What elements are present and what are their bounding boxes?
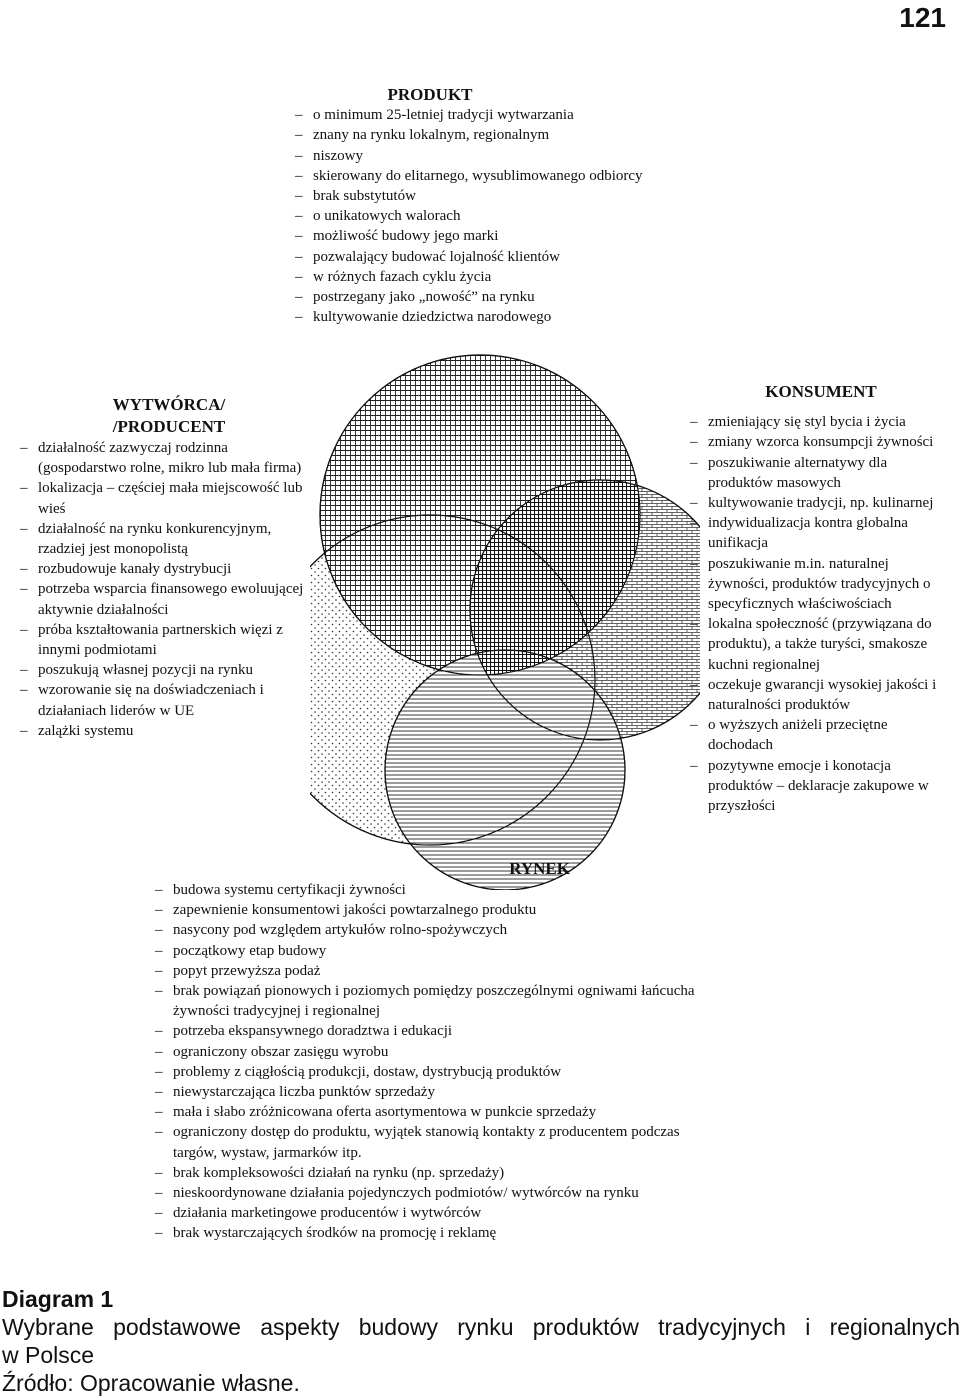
list-item: – poszukiwanie m.in. naturalnej żywności, produktów tradycyjnych o specyficznych właściwościach bbox=[690, 554, 952, 615]
list-item: – działalność na rynku konkurencyjnym, rzadziej jest monopolistą bbox=[20, 519, 318, 559]
list-item: – niszowy bbox=[295, 146, 755, 166]
producer-heading-line1: WYTWÓRCA/ bbox=[112, 395, 226, 414]
consumer-block bbox=[690, 382, 952, 816]
list-item: – zalążki systemu bbox=[20, 721, 318, 741]
list-item: – znany na rynku lokalnym, regionalnym bbox=[295, 125, 755, 145]
list-item: – ograniczony obszar zasięgu wyrobu bbox=[155, 1042, 695, 1062]
list-item: – budowa systemu certyfikacji żywności bbox=[155, 880, 695, 900]
producer-heading-line2: /PRODUCENT bbox=[112, 417, 226, 436]
list-item: – niewystarczająca liczba punktów sprzedaży bbox=[155, 1082, 695, 1102]
venn-diagram bbox=[310, 350, 700, 890]
page-number: 121 bbox=[899, 2, 946, 33]
product-block bbox=[295, 85, 755, 327]
caption-number: Diagram 1 bbox=[2, 1286, 114, 1312]
list-item: – problemy z ciągłością produkcji, dostaw, dystrybucją produktów bbox=[155, 1062, 695, 1082]
list-item: – nieskoordynowane działania pojedynczych podmiotów/ wytwórców na rynku bbox=[155, 1183, 695, 1203]
list-item: – próba kształtowania partnerskich więzi z innymi podmiotami bbox=[20, 620, 318, 660]
list-item: – brak substytutów bbox=[295, 186, 755, 206]
figure-caption bbox=[2, 1285, 960, 1397]
market-list bbox=[155, 880, 695, 1244]
list-item: – o minimum 25-letniej tradycji wytwarzania bbox=[295, 105, 755, 125]
consumer-list bbox=[690, 412, 952, 816]
list-item: – poszukują własnej pozycji na rynku bbox=[20, 660, 318, 680]
list-item: – lokalna społeczność (przywiązana do produktu), a także turyści, smakosze kuchni regionalnej bbox=[690, 614, 952, 675]
list-item: – początkowy etap budowy bbox=[155, 941, 695, 961]
list-item: – brak kompleksowości działań na rynku (np. sprzedaży) bbox=[155, 1163, 695, 1183]
consumer-heading: KONSUMENT bbox=[765, 382, 877, 401]
list-item: – możliwość budowy jego marki bbox=[295, 226, 755, 246]
list-item: – o wyższych aniżeli przeciętne dochodach bbox=[690, 715, 952, 755]
list-item: – potrzeba wsparcia finansowego ewoluującej aktywnie działalności bbox=[20, 579, 318, 619]
list-item: – brak wystarczających środków na promocję i reklamę bbox=[155, 1223, 695, 1243]
list-item: – o unikatowych walorach bbox=[295, 206, 755, 226]
list-item: – brak powiązań pionowych i poziomych pomiędzy poszczególnymi ogniwami łańcucha żywności tradycyjnej i regionalnej bbox=[155, 981, 695, 1021]
list-item: – zmieniający się styl bycia i życia bbox=[690, 412, 952, 432]
list-item: – działania marketingowe producentów i wytwórców bbox=[155, 1203, 695, 1223]
producer-list bbox=[20, 438, 318, 741]
list-item: – rozbudowuje kanały dystrybucji bbox=[20, 559, 318, 579]
caption-title-line2: w Polsce bbox=[2, 1342, 95, 1368]
list-item: – indywidualizacja kontra globalna unifikacja bbox=[690, 513, 952, 553]
list-item: – popyt przewyższa podaż bbox=[155, 961, 695, 981]
list-item: – działalność zazwyczaj rodzinna (gospodarstwo rolne, mikro lub mała firma) bbox=[20, 438, 318, 478]
list-item: – skierowany do elitarnego, wysublimowanego odbiorcy bbox=[295, 166, 755, 186]
list-item: – ograniczony dostęp do produktu, wyjątek stanowią kontakty z producentem podczas targów, wystaw, jarmarków itp. bbox=[155, 1122, 695, 1162]
producer-block bbox=[20, 394, 318, 741]
list-item: – mała i słabo zróżnicowana oferta asortymentowa w punkcie sprzedaży bbox=[155, 1102, 695, 1122]
market-circle bbox=[385, 650, 625, 890]
list-item: – pozytywne emocje i konotacja produktów – deklaracje zakupowe w przyszłości bbox=[690, 756, 952, 817]
list-item: – postrzegany jako „nowość” na rynku bbox=[295, 287, 755, 307]
market-heading: RYNEK bbox=[509, 859, 570, 878]
list-item: – potrzeba ekspansywnego doradztwa i edukacji bbox=[155, 1021, 695, 1041]
list-item: – zmiany wzorca konsumpcji żywności bbox=[690, 432, 952, 452]
list-item: – w różnych fazach cyklu życia bbox=[295, 267, 755, 287]
list-item: – poszukiwanie alternatywy dla produktów masowych bbox=[690, 453, 952, 493]
list-item: – nasycony pod względem artykułów rolno-spożywczych bbox=[155, 920, 695, 940]
list-item: – pozwalający budować lojalność klientów bbox=[295, 247, 755, 267]
list-item: – kultywowanie dziedzictwa narodowego bbox=[295, 307, 755, 327]
list-item: – lokalizacja – częściej mała miejscowość lub wieś bbox=[20, 478, 318, 518]
product-list bbox=[295, 105, 755, 327]
market-block bbox=[155, 858, 695, 1244]
list-item: – kultywowanie tradycji, np. kulinarnej bbox=[690, 493, 952, 513]
product-heading: PRODUKT bbox=[387, 85, 473, 104]
list-item: – wzorowanie się na doświadczeniach i działaniach liderów w UE bbox=[20, 680, 318, 720]
list-item: – oczekuje gwarancji wysokiej jakości i naturalności produktów bbox=[690, 675, 952, 715]
caption-source: Źródło: Opracowanie własne. bbox=[2, 1370, 300, 1396]
caption-title-line1: Wybrane podstawowe aspekty budowy rynku produktów tradycyjnych i regionalnych bbox=[2, 1314, 960, 1340]
list-item: – zapewnienie konsumentowi jakości powtarzalnego produktu bbox=[155, 900, 695, 920]
